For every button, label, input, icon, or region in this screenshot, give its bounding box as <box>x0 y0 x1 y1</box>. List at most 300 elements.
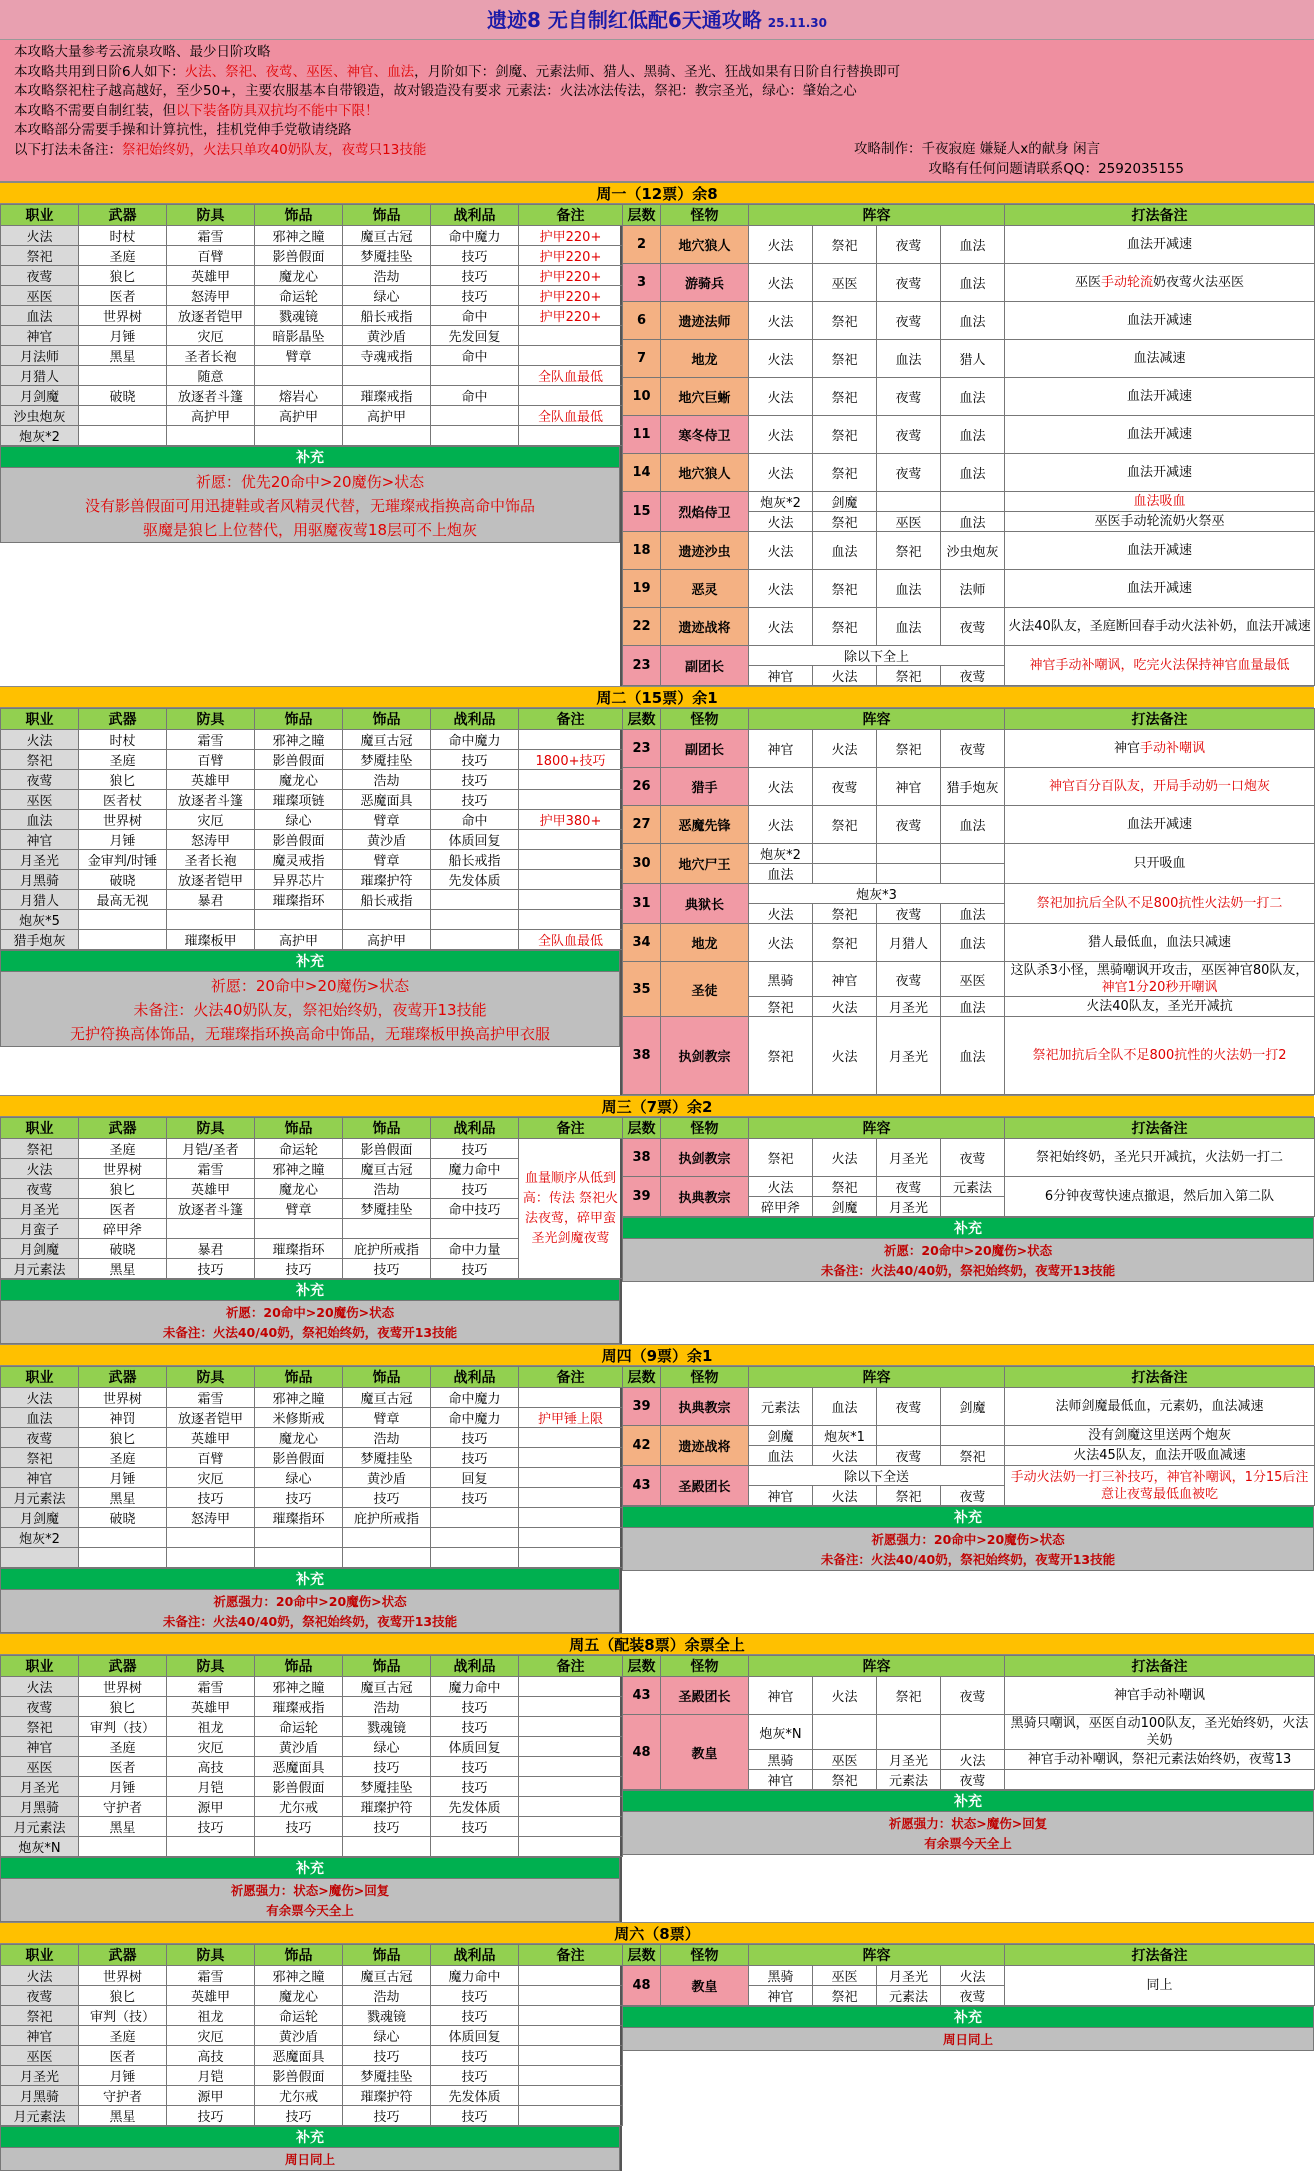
equip-cell: 回复 <box>431 1468 519 1488</box>
column-header: 阵容 <box>749 1656 1005 1677</box>
equip-cell: 医者 <box>79 1199 167 1219</box>
table-row <box>1 1448 623 1468</box>
boss-header-row <box>623 1367 1315 1388</box>
party-member: 炮灰*2 <box>749 844 813 864</box>
party-member: 火法 <box>749 416 813 454</box>
equip-cell: 灾厄 <box>167 326 255 346</box>
equip-cell: 璀璨指环 <box>255 1508 343 1528</box>
equip-cell: 命中魔力 <box>431 1408 519 1428</box>
job-cell: 血法 <box>1 1408 79 1428</box>
job-cell: 炮灰*N <box>1 1837 79 1857</box>
week-header: 周五（配装8票）余票全上 <box>0 1633 1314 1655</box>
party-member: 祭祀 <box>813 608 877 646</box>
monster-name: 寒冬侍卫 <box>661 416 749 454</box>
equip-cell: 臂章 <box>343 850 431 870</box>
equip-cell: 浩劫 <box>343 266 431 286</box>
equip-cell <box>343 426 431 446</box>
party-member: 血法 <box>749 1446 813 1466</box>
party-member: 除以下全上 <box>749 646 1005 666</box>
equip-cell: 庇护所戒指 <box>343 1239 431 1259</box>
party-member: 除以下全送 <box>749 1466 1005 1486</box>
hp-order-note: 血量顺序从低到高：传法 祭祀火法夜莺，碎甲蛮圣光剑魔夜莺 <box>519 1139 623 1279</box>
equip-cell: 怒涛甲 <box>167 1508 255 1528</box>
equip-cell: 技巧 <box>167 1488 255 1508</box>
equip-cell: 魔亘古冠 <box>343 1677 431 1697</box>
equip-cell <box>167 1837 255 1857</box>
party-member: 夜莺 <box>941 666 1005 686</box>
equip-cell <box>79 930 167 950</box>
intro-text: 以下打法未备注： <box>14 141 122 158</box>
equip-cell: 圣庭 <box>79 1448 167 1468</box>
party-member: 祭祀 <box>813 378 877 416</box>
tactic-note: 血法开减速 <box>1005 302 1315 340</box>
party-member: 血法 <box>941 806 1005 844</box>
table-row <box>1 750 623 770</box>
table-row <box>1 1428 623 1448</box>
party-member: 黑骑 <box>749 1966 813 1986</box>
table-row <box>1 1737 623 1757</box>
equip-cell <box>519 1777 623 1797</box>
party-member: 火法 <box>813 730 877 768</box>
tactic-note <box>1005 1466 1315 1506</box>
equip-cell: 命中 <box>431 386 519 406</box>
job-cell: 月猎人 <box>1 366 79 386</box>
equip-cell: 技巧 <box>431 1179 519 1199</box>
job-cell: 祭祀 <box>1 2006 79 2026</box>
boss-row <box>623 730 1315 768</box>
job-cell: 夜莺 <box>1 1986 79 2006</box>
equip-cell: 放逐者斗篷 <box>167 1199 255 1219</box>
equip-cell <box>519 890 623 910</box>
party-member <box>877 844 941 864</box>
boss-row <box>623 378 1315 416</box>
table-row <box>1 1408 623 1428</box>
party-member: 月圣光 <box>877 1139 941 1177</box>
table-row <box>1 1817 623 1837</box>
party-member: 夜莺 <box>941 1139 1005 1177</box>
party-member: 月圣光 <box>877 1966 941 1986</box>
table-row <box>1 1388 623 1408</box>
equip-cell: 高护甲 <box>343 930 431 950</box>
equip-cell: 高护甲 <box>343 406 431 426</box>
monster-name: 猎手 <box>661 768 749 806</box>
job-cell: 夜莺 <box>1 1697 79 1717</box>
equip-cell: 黑星 <box>79 1259 167 1279</box>
column-header: 阵容 <box>749 1118 1005 1139</box>
party-member: 沙虫炮灰 <box>941 532 1005 570</box>
supplement-line: 祈愿强力：20命中>20魔伤>状态 <box>871 1532 1065 1547</box>
job-cell: 神官 <box>1 1468 79 1488</box>
equip-cell: 月锤 <box>79 1468 167 1488</box>
equip-cell: 时杖 <box>79 730 167 750</box>
equip-cell: 圣者长袍 <box>167 346 255 366</box>
equip-cell <box>519 2006 623 2026</box>
monster-name: 教皇 <box>661 1715 749 1790</box>
equip-cell: 璀璨指环 <box>255 1239 343 1259</box>
job-cell: 血法 <box>1 810 79 830</box>
equip-cell: 影兽假面 <box>255 830 343 850</box>
equip-cell: 尤尔戒 <box>255 1797 343 1817</box>
column-header: 职业 <box>1 1945 79 1966</box>
equip-cell <box>519 910 623 930</box>
tactic-note <box>1005 1770 1315 1790</box>
monster-name: 执剑教宗 <box>661 1017 749 1095</box>
equip-cell: 霜雪 <box>167 730 255 750</box>
table-row <box>1 2066 623 2086</box>
equipment-header-row <box>1 1945 623 1966</box>
tactic-note: 法师剑魔最低血，元素奶，血法减速 <box>1005 1388 1315 1426</box>
equipment-header-row <box>1 1656 623 1677</box>
equip-cell: 体质回复 <box>431 1737 519 1757</box>
equip-cell: 尤尔戒 <box>255 2086 343 2106</box>
equip-cell: 魔力命中 <box>431 1966 519 1986</box>
column-header: 打法备注 <box>1005 1656 1315 1677</box>
supplement-notes <box>622 1812 1314 1855</box>
party-member: 夜莺 <box>877 1388 941 1426</box>
party-member: 火法 <box>749 608 813 646</box>
equip-cell: 先发体质 <box>431 2086 519 2106</box>
party-member: 巫医 <box>877 512 941 532</box>
equip-cell: 世界树 <box>79 1966 167 1986</box>
monster-name: 执典教宗 <box>661 1177 749 1217</box>
boss-panel <box>622 1655 1314 1922</box>
intro-notes <box>0 40 1314 182</box>
job-cell: 月圣光 <box>1 2066 79 2086</box>
column-header: 备注 <box>519 205 623 226</box>
equip-cell: 影兽假面 <box>255 2066 343 2086</box>
equip-cell: 高护甲 <box>255 930 343 950</box>
boss-table <box>622 1117 1315 1217</box>
party-member: 火法 <box>749 264 813 302</box>
equipment-header-row <box>1 205 623 226</box>
week-block <box>0 1117 1314 1344</box>
equip-cell: 技巧 <box>431 1139 519 1159</box>
equip-cell <box>167 426 255 446</box>
equip-cell: 命中 <box>431 810 519 830</box>
equip-cell: 医者 <box>79 2046 167 2066</box>
party-member: 炮灰*3 <box>749 884 1005 904</box>
party-member: 血法 <box>941 1017 1005 1095</box>
job-cell: 月圣光 <box>1 1199 79 1219</box>
table-row <box>1 1697 623 1717</box>
equip-cell: 圣庭 <box>79 750 167 770</box>
supplement-line: 未备注：火法40/40奶，祭祀始终奶，夜莺开13技能 <box>820 1263 1116 1278</box>
floor-number: 2 <box>623 226 661 264</box>
job-cell: 月黑骑 <box>1 2086 79 2106</box>
tactic-note: 祭祀加抗后全队不足800抗性的火法奶一打2 <box>1005 1017 1315 1095</box>
monster-name: 圣殿团长 <box>661 1466 749 1506</box>
supplement-line: 祈愿：20命中>20魔伤>状态 <box>883 1243 1053 1258</box>
table-row <box>1 1986 623 2006</box>
column-header: 武器 <box>79 1118 167 1139</box>
job-cell: 火法 <box>1 730 79 750</box>
equip-cell: 技巧 <box>431 1777 519 1797</box>
boss-row <box>623 340 1315 378</box>
equip-cell: 暗影晶坠 <box>255 326 343 346</box>
job-cell: 火法 <box>1 1966 79 1986</box>
party-member: 火法 <box>749 512 813 532</box>
equip-cell: 护甲220+ <box>519 306 623 326</box>
week-block <box>0 1366 1314 1633</box>
equip-cell <box>519 1548 623 1568</box>
title-date: 25.11.30 <box>767 16 827 30</box>
equip-cell: 英雄甲 <box>167 1179 255 1199</box>
equip-cell: 英雄甲 <box>167 266 255 286</box>
boss-row <box>623 492 1315 512</box>
boss-row <box>623 844 1315 864</box>
party-member <box>941 492 1005 512</box>
table-row <box>1 1468 623 1488</box>
equip-cell: 命运轮 <box>255 2006 343 2026</box>
week-block <box>0 204 1314 686</box>
week-header: 周二（15票）余1 <box>0 686 1314 708</box>
equip-cell <box>519 850 623 870</box>
equip-cell <box>343 366 431 386</box>
monster-name: 副团长 <box>661 646 749 686</box>
intro-text: ，月阶如下：剑魔、元素法师、猎人、黑骑、圣光、狂战如果有日阶自行替换即可 <box>414 63 901 80</box>
equip-cell: 守护者 <box>79 2086 167 2106</box>
equip-cell: 霜雪 <box>167 1966 255 1986</box>
party-member: 神官 <box>749 1770 813 1790</box>
equip-cell: 护甲220+ <box>519 226 623 246</box>
equip-cell: 臂章 <box>255 1199 343 1219</box>
week-block <box>0 1655 1314 1922</box>
job-cell: 沙虫炮灰 <box>1 406 79 426</box>
boss-table <box>622 1944 1315 2006</box>
equip-cell: 先发回复 <box>431 326 519 346</box>
boss-row <box>623 1466 1315 1486</box>
party-member: 血法 <box>877 608 941 646</box>
party-member: 火法 <box>749 570 813 608</box>
equipment-panel <box>0 1944 622 2171</box>
equip-cell <box>79 406 167 426</box>
equip-cell: 源甲 <box>167 2086 255 2106</box>
column-header: 武器 <box>79 1945 167 1966</box>
equip-cell: 邪神之瞳 <box>255 226 343 246</box>
monster-name: 圣殿团长 <box>661 1677 749 1715</box>
supplement-line: 祈愿：20命中>20魔伤>状态 <box>225 1305 395 1320</box>
boss-row <box>623 302 1315 340</box>
equip-cell: 梦魇挂坠 <box>343 1448 431 1468</box>
table-row <box>1 406 623 426</box>
job-cell: 神官 <box>1 2026 79 2046</box>
boss-header-row <box>623 1656 1315 1677</box>
equip-cell: 命中技巧 <box>431 1199 519 1219</box>
party-member: 碎甲斧 <box>749 1197 813 1217</box>
monster-name: 恶魔先锋 <box>661 806 749 844</box>
equip-cell <box>519 770 623 790</box>
party-member: 黑骑 <box>749 962 813 997</box>
column-header: 武器 <box>79 1656 167 1677</box>
equip-cell: 体质回复 <box>431 830 519 850</box>
equip-cell: 霜雪 <box>167 226 255 246</box>
equip-cell: 高护甲 <box>255 406 343 426</box>
equip-cell: 浩劫 <box>343 1986 431 2006</box>
equip-cell: 技巧 <box>431 1757 519 1777</box>
equip-cell <box>519 1388 623 1408</box>
party-member <box>877 864 941 884</box>
equip-cell: 魔龙心 <box>255 770 343 790</box>
party-member: 炮灰*2 <box>749 492 813 512</box>
equip-cell <box>255 1837 343 1857</box>
tactic-note: 只开吸血 <box>1005 844 1315 884</box>
floor-number: 31 <box>623 884 661 924</box>
column-header: 备注 <box>519 1945 623 1966</box>
party-member: 夜莺 <box>877 302 941 340</box>
equip-cell: 技巧 <box>431 286 519 306</box>
supplement-line: 周日同上 <box>284 2152 335 2167</box>
equip-cell: 世界树 <box>79 1159 167 1179</box>
party-member: 血法 <box>941 416 1005 454</box>
equip-cell <box>519 2086 623 2106</box>
equip-cell: 黑星 <box>79 1817 167 1837</box>
equip-cell: 狼匕 <box>79 1697 167 1717</box>
equip-cell: 英雄甲 <box>167 1428 255 1448</box>
party-member: 血法 <box>877 570 941 608</box>
job-cell: 血法 <box>1 306 79 326</box>
job-cell: 月黑骑 <box>1 870 79 890</box>
party-member: 夜莺 <box>877 264 941 302</box>
equip-cell <box>431 426 519 446</box>
monster-name: 副团长 <box>661 730 749 768</box>
equip-cell <box>343 1548 431 1568</box>
table-row <box>1 1139 623 1159</box>
equip-cell: 放逐者斗篷 <box>167 386 255 406</box>
equip-cell: 浩劫 <box>343 1697 431 1717</box>
equip-cell <box>519 1757 623 1777</box>
tactic-highlight: 手动补嘲讽 <box>1140 741 1206 756</box>
table-row <box>1 910 623 930</box>
column-header: 怪物 <box>661 709 749 730</box>
table-row <box>1 426 623 446</box>
intro-text: 祭祀始终奶，火法只单攻40奶队友，夜莺只13技能 <box>122 141 427 158</box>
equip-cell <box>519 730 623 750</box>
column-header: 怪物 <box>661 1945 749 1966</box>
equipment-table <box>0 1117 623 1279</box>
equip-cell: 医者杖 <box>79 790 167 810</box>
equip-cell: 月锤 <box>79 1777 167 1797</box>
job-cell: 巫医 <box>1 790 79 810</box>
monster-name: 恶灵 <box>661 570 749 608</box>
equip-cell: 黄沙盾 <box>255 2026 343 2046</box>
party-member: 祭祀 <box>813 924 877 962</box>
column-header: 战利品 <box>431 1656 519 1677</box>
party-member: 夜莺 <box>941 1986 1005 2006</box>
equip-cell: 黄沙盾 <box>343 1468 431 1488</box>
party-member: 火法 <box>813 666 877 686</box>
equip-cell <box>255 1219 343 1239</box>
tactic-highlight: 手动轮流 <box>1100 275 1153 290</box>
tactic-note: 血法吸血 <box>1005 492 1315 512</box>
equip-cell: 护甲220+ <box>519 266 623 286</box>
boss-table <box>622 1366 1315 1506</box>
equip-cell: 放逐者铠甲 <box>167 306 255 326</box>
equip-cell: 技巧 <box>343 1259 431 1279</box>
equip-cell: 圣庭 <box>79 1737 167 1757</box>
equip-cell: 命中魔力 <box>431 1388 519 1408</box>
column-header: 层数 <box>623 205 661 226</box>
equip-cell: 技巧 <box>431 2066 519 2086</box>
equip-cell: 邪神之瞳 <box>255 1388 343 1408</box>
equip-cell: 浩劫 <box>343 770 431 790</box>
equip-cell: 璀璨指环 <box>255 890 343 910</box>
table-row <box>1 850 623 870</box>
party-member: 火法 <box>813 1446 877 1466</box>
column-header: 武器 <box>79 205 167 226</box>
job-cell: 火法 <box>1 226 79 246</box>
equip-cell: 命中魔力 <box>431 226 519 246</box>
party-member: 祭祀 <box>813 904 877 924</box>
equip-cell: 黄沙盾 <box>343 326 431 346</box>
floor-number: 48 <box>623 1966 661 2006</box>
equipment-header-row <box>1 709 623 730</box>
table-row <box>1 2086 623 2106</box>
boss-header-row <box>623 1118 1315 1139</box>
supplement-notes <box>622 2028 1314 2051</box>
party-member: 夜莺 <box>941 1770 1005 1790</box>
equip-cell <box>167 1548 255 1568</box>
column-header: 怪物 <box>661 1367 749 1388</box>
equip-cell: 护甲380+ <box>519 810 623 830</box>
equip-cell: 祖龙 <box>167 1717 255 1737</box>
equip-cell: 时杖 <box>79 226 167 246</box>
equip-cell: 技巧 <box>431 1717 519 1737</box>
equip-cell <box>519 386 623 406</box>
equip-cell <box>519 1797 623 1817</box>
tactic-text: 奶夜莺火法巫医 <box>1153 275 1245 290</box>
supplement-header: 补充 <box>622 1790 1314 1812</box>
party-member: 夜莺 <box>877 904 941 924</box>
equip-cell: 邪神之瞳 <box>255 730 343 750</box>
equip-cell: 护甲220+ <box>519 286 623 306</box>
party-member: 祭祀 <box>749 997 813 1017</box>
equip-cell: 恶魔面具 <box>255 1757 343 1777</box>
party-member: 血法 <box>877 340 941 378</box>
equip-cell: 灾厄 <box>167 1468 255 1488</box>
job-cell: 月元素法 <box>1 1488 79 1508</box>
party-member: 祭祀 <box>749 1017 813 1095</box>
table-row <box>1 830 623 850</box>
equip-cell: 恶魔面具 <box>343 790 431 810</box>
party-member: 火法 <box>749 532 813 570</box>
party-member: 火法 <box>941 1750 1005 1770</box>
equip-cell: 影兽假面 <box>343 1139 431 1159</box>
job-cell: 猎手炮灰 <box>1 930 79 950</box>
party-member: 火法 <box>749 768 813 806</box>
equip-cell: 影兽假面 <box>255 750 343 770</box>
equip-cell: 全队血最低 <box>519 366 623 386</box>
intro-line <box>14 102 1300 122</box>
boss-table <box>622 204 1315 686</box>
party-member: 夜莺 <box>877 226 941 264</box>
equip-cell <box>519 326 623 346</box>
party-member: 火法 <box>941 1966 1005 1986</box>
equip-cell: 英雄甲 <box>167 1986 255 2006</box>
equip-cell: 月铠 <box>167 2066 255 2086</box>
boss-row <box>623 1139 1315 1177</box>
tactic-note: 血法开减速 <box>1005 532 1315 570</box>
boss-row <box>623 570 1315 608</box>
column-header: 饰品 <box>343 1945 431 1966</box>
equip-cell: 技巧 <box>343 1488 431 1508</box>
monster-name: 教皇 <box>661 1966 749 2006</box>
job-cell: 祭祀 <box>1 1448 79 1468</box>
column-header: 饰品 <box>343 1367 431 1388</box>
equipment-table <box>0 1944 623 2126</box>
supplement-header: 补充 <box>0 1857 620 1879</box>
party-member: 元素法 <box>877 1770 941 1790</box>
table-row <box>1 810 623 830</box>
